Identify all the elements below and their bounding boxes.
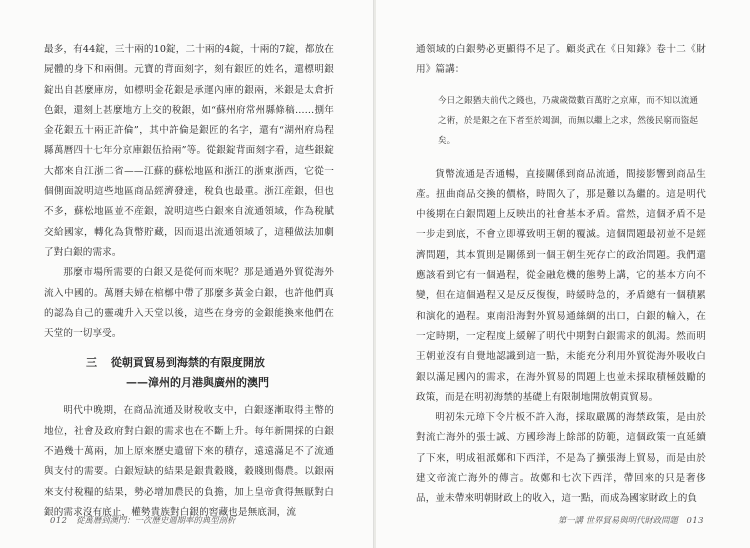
right-page	[376, 0, 750, 548]
body-paragraph: 明初朱元璋下令片板不許入海，採取嚴厲的海禁政策，是由於對流亡海外的張士誠、方國珍海上餘部的防範，這個政策一直延續了下來，明成祖派鄭和下西洋，不是為了擴張海上貿易，而是由於建文帝流亡海外的傳言。故鄭和七次下西洋，帶回來的只是奢侈品，並未帶來明朝財政上的收入，這一點，而成為國家財政上的負	[416, 412, 706, 505]
page-number: 013	[686, 515, 704, 525]
right-page-body	[416, 40, 706, 510]
page-number: 012	[50, 515, 68, 525]
left-page	[0, 0, 374, 548]
body-paragraph: 最多，有44錠，三十兩的10錠，二十兩的4錠，十兩的7錠，都放在屍體的身下和兩側。元寶的背面刻字，刻有銀匠的姓名，還標明銀錠出自甚麼庫房，如標明金花銀是承運內庫的銀兩，米銀是太倉折色銀，還刻上甚麼地方上交的稅銀，如“蘇州府常州縣條稿……捌年金花銀五十兩正許倫”，其中許倫是銀匠的名字，還有“湖州府烏程縣萬曆四十七年分京庫銀伍拾兩”等。從銀錠背面刻字看，這些銀錠大都來自江浙二省——江蘇的蘇松地區和浙江的浙東浙西，它從一個側面說明這些地區商品經濟發達，稅負也最重。浙江産銀，但也不多，蘇松地區並不産銀，說明這些白銀來自流通領域，作為稅賦交給國家，轉化為貨幣貯藏，因而退出流通領域了，這種做法加劇了對白銀的需求。	[44, 44, 334, 258]
section-heading	[44, 353, 334, 393]
section-number: 三	[86, 356, 97, 370]
section-subtitle: ——漳州的月港與廣州的澳門	[126, 376, 269, 390]
block-quote: 今日之銀猶夫前代之錢也，乃歲歲徵數百萬貯之京庫，而不知以流通之術，於是銀之在下者至於竭涸，而無以繼上之求，然後民窮而盜起矣。	[438, 95, 698, 146]
right-page-footer	[558, 514, 710, 526]
running-title: 從萬曆到澳門：一次歷史週期率的典型剖析	[76, 515, 236, 525]
left-page-footer	[44, 514, 235, 526]
body-paragraph: 通領域的白銀勢必更顯得不足了。顧炎武在《日知錄》卷十二《財用》篇講：	[416, 44, 706, 76]
body-paragraph: 貨幣流通是否通暢，直接關係到商品流通，間接影響到商品生產。扭曲商品交換的價格，時間久了，那是難以為繼的。這是明代中後期在白銀問題上反映出的社會基本矛盾。當然，這個矛盾不是一步走到底，不會立即導致明王朝的覆滅。這個問題最初並不是經濟問題，其本質則是關係到一個王朝生死存亡的政治問題。我們還應該看到它有一個過程，從金融危機的態勢上講，它的基本方向不變，但在這個過程又是反反復復，時緩時急的，矛盾總有一個積累和演化的過程。東南沿海對外貿易通絲綢的出口，白銀的輸入，在一定時期，一定程度上緩解了明代中期對白銀需求的飢渴。然而明王朝並沒有自覺地認識到這一點，未能充分利用外貿從海外吸收白銀以滿足國內的需求，在海外貿易的問題上也並未採取積極鼓勵的政策，而是在明初海禁的基礎上有限制地開放朝貢貿易。	[416, 168, 706, 403]
left-page-body	[44, 40, 334, 523]
section-title: 從朝貢貿易到海禁的有限度開放	[110, 356, 265, 370]
body-paragraph: 那麼市場所需要的白銀又是從何而來呢？那是通過外貿從海外流入中國的。萬曆夫婦在棺槨中帶了那麼多黃金白銀，也許他們真的認為自己的靈魂升入天堂以後，這些在身旁的金銀能換來他們在天堂的一切享受。	[44, 267, 334, 340]
body-paragraph: 明代中晚期，在商品流通及財稅收支中，白銀逐漸取得主幣的地位，社會及政府對白銀的需求也在不斷上升。每年新開採的白銀不過幾十萬兩，加上原來歷史遺留下來的積存，遠遠滿足不了流通與支付的需要。白銀短缺的結果是銀貴穀賤，穀賤則傷農。以銀兩來支付稅糧的結果，勢必增加農民的負擔，加上皇帝貪得無厭對白銀的需求沒有底止，權勢貴族對白銀的窖藏也是無底洞，流	[44, 405, 334, 518]
chapter-label: 第一講	[557, 515, 584, 525]
running-title: 世界貿易與明代財政問題	[585, 515, 678, 525]
section-title-line	[44, 353, 334, 373]
